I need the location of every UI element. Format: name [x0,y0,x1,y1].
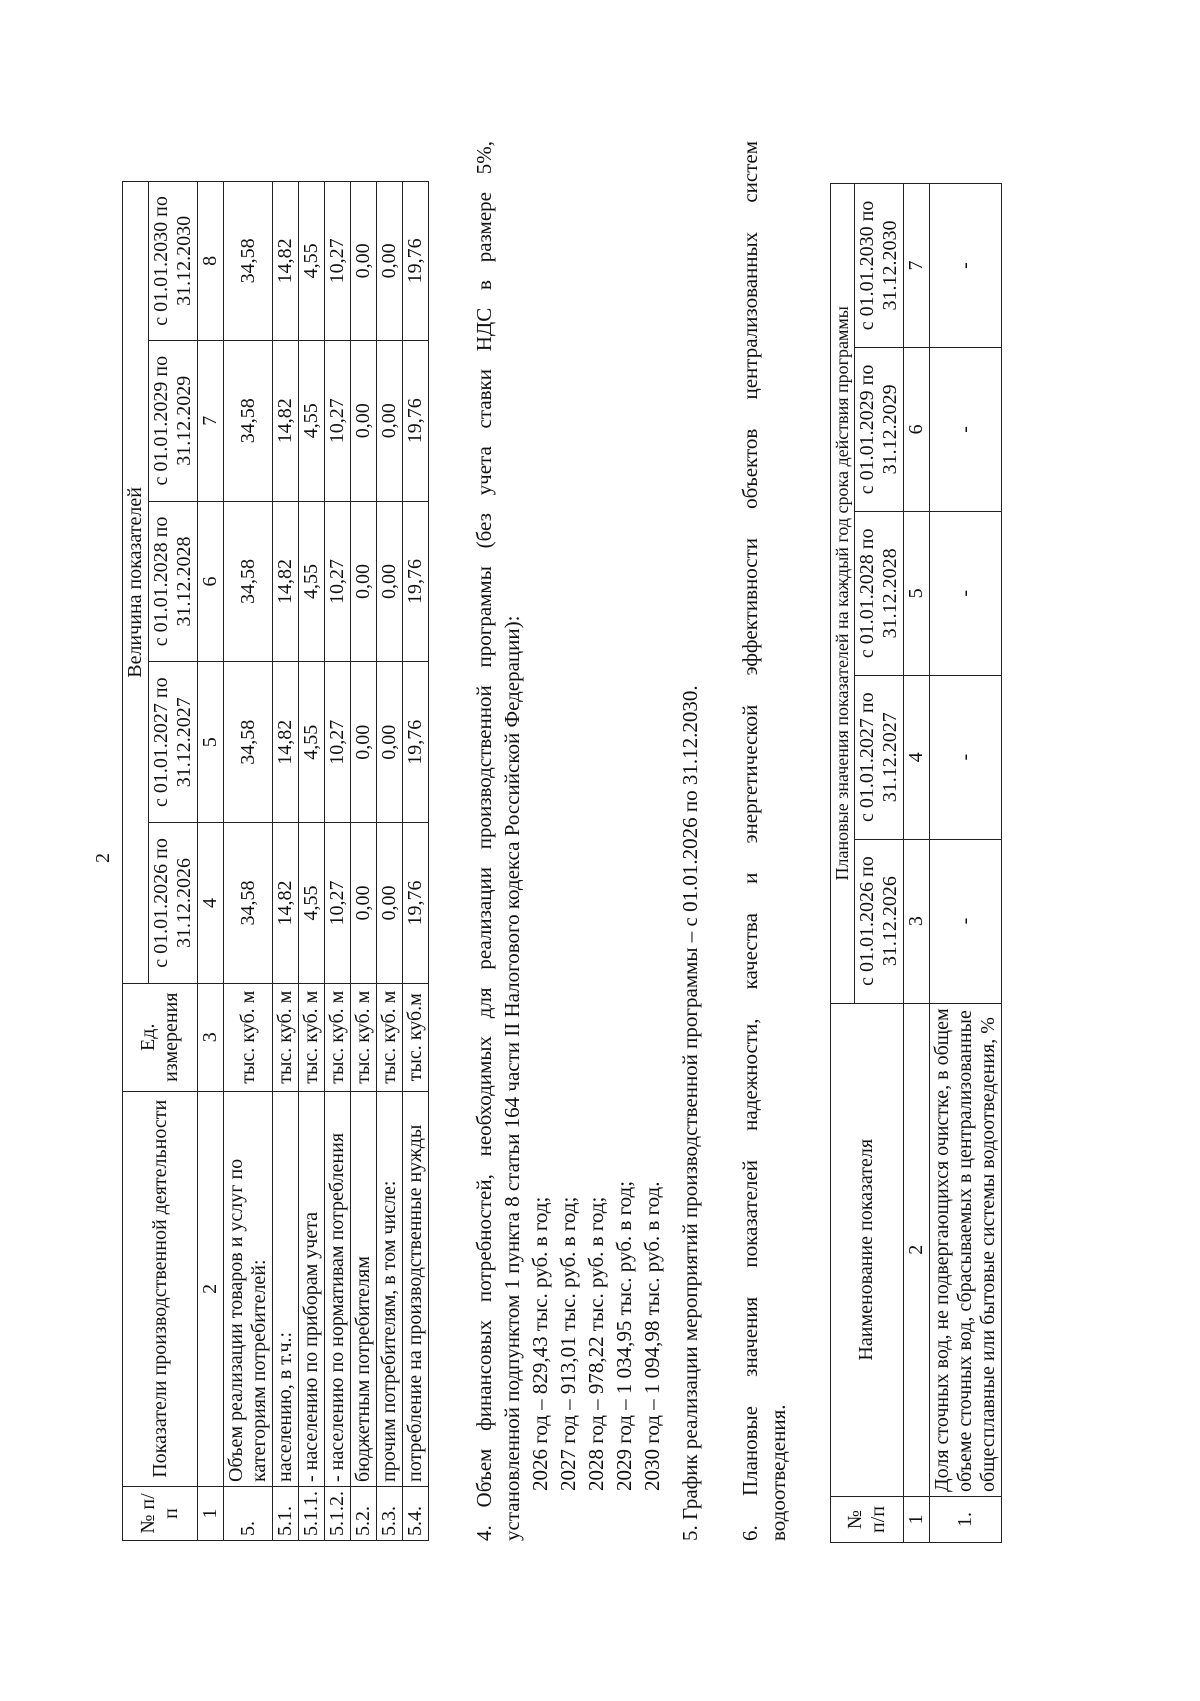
reliability-indicators-table [830,183,1002,1543]
col-number: 2 [903,1003,929,1497]
col-number: 2 [198,1091,224,1486]
col-number: 5 [903,511,929,675]
header-unit: Ед. измерения [123,983,198,1091]
row-name: прочим потребителям, в том числе: [377,1091,403,1486]
col-number: 3 [198,983,224,1091]
row-value: - [929,839,1001,1003]
column-numbers-row [198,182,224,1541]
row-value: 0,00 [351,662,377,823]
section-4 [470,141,666,1541]
header-period: с 01.01.2027 по 31.12.2027 [149,662,198,823]
header-period: с 01.01.2030 по 31.12.2030 [149,182,198,341]
year-amount: 2026 год – 829,43 тыс. руб. в год; [528,1196,552,1491]
row-unit: тыс. куб. м [299,983,325,1091]
row-value: 0,00 [351,182,377,341]
row-unit: тыс. куб. м [224,983,273,1091]
row-value: 0,00 [351,823,377,984]
table-row [325,182,351,1541]
year-amount: 2030 год – 1 094,98 тыс. руб. в год. [640,1181,664,1491]
header-values-group: Плановые значения показателей на каждый год срока действия программы [831,184,855,1004]
row-num: 5.2. [351,1487,377,1541]
header-period: с 01.01.2026 по 31.12.2026 [854,839,903,1003]
header-values-group: Величина показателей [123,182,149,984]
row-value: 34,58 [224,182,273,341]
section-4-line: установленной подпунктом 1 пункта 8 статьи 164 части II Налогового кодекса Российской Федерации): [500,615,524,1541]
document-page [0,1,1200,1701]
row-name: Объем реализации товаров и услуг по категориям потребителей: [224,1091,273,1486]
col-number: 4 [903,675,929,839]
col-number: 7 [903,184,929,348]
header-num: № п/п [831,1497,904,1543]
year-amount: 2028 год – 978,22 тыс. руб. в год; [584,1196,608,1491]
column-numbers-row [903,184,929,1543]
row-value: 0,00 [377,501,403,662]
row-value: 10,27 [325,501,351,662]
col-number: 6 [198,501,224,662]
header-period: с 01.01.2029 по 31.12.2029 [149,340,198,501]
row-value: 10,27 [325,662,351,823]
table-row [403,182,429,1541]
header-period: с 01.01.2027 по 31.12.2027 [854,675,903,839]
row-unit: тыс. куб.м [403,983,429,1091]
header-name: Наименование показателя [831,1003,904,1497]
table-row [273,182,299,1541]
row-value: 34,58 [224,823,273,984]
production-indicators-table [122,181,429,1541]
row-value: 14,82 [273,662,299,823]
col-number: 4 [198,823,224,984]
row-name: бюджетным потребителям [351,1091,377,1486]
table-row [299,182,325,1541]
row-name: потребление на производственные нужды [403,1091,429,1486]
row-value: 0,00 [351,340,377,501]
header-num: № п/п [123,1487,198,1541]
header-period: с 01.01.2026 по 31.12.2026 [149,823,198,984]
row-num: 5.3. [377,1487,403,1541]
section-4-years [526,141,666,1491]
table-row [929,184,1001,1543]
header-period: с 01.01.2029 по 31.12.2029 [854,347,903,511]
row-value: 19,76 [403,340,429,501]
row-value: 19,76 [403,182,429,341]
row-num: 5.1. [273,1487,299,1541]
col-number: 3 [903,839,929,1003]
section-6 [736,141,792,1541]
row-num: 1. [929,1497,1001,1543]
header-name: Показатели производственной деятельности [123,1091,198,1486]
header-period: с 01.01.2028 по 31.12.2028 [149,501,198,662]
year-amount: 2029 год – 1 034,95 тыс. руб. в год; [612,1180,636,1491]
row-value: 4,55 [299,340,325,501]
section-4-line: 4. Объем финансовых потребностей, необходимых для реализации производственной программы (без учета ставки НДС в размере 5%, [472,141,496,1541]
header-period: с 01.01.2030 по 31.12.2030 [854,184,903,348]
row-name: - населению по приборам учета [299,1091,325,1486]
col-number: 1 [903,1497,929,1543]
row-value: 4,55 [299,823,325,984]
row-value: 4,55 [299,182,325,341]
row-value: 14,82 [273,823,299,984]
row-unit: тыс. куб. м [273,983,299,1091]
row-value: 10,27 [325,823,351,984]
col-number: 5 [198,662,224,823]
row-value: 0,00 [377,182,403,341]
col-number: 7 [198,340,224,501]
table-row [224,182,273,1541]
row-value: 10,27 [325,340,351,501]
row-value: - [929,675,1001,839]
row-num: 5. [224,1487,273,1541]
row-name: Доля сточных вод, не подвергающихся очистке, в общем объеме сточных вод, сбрасываемых в централизованные общесплавные или бытовые системы водоотведения, % [929,1003,1001,1497]
row-value: 14,82 [273,182,299,341]
row-value: - [929,511,1001,675]
row-unit: тыс. куб. м [377,983,403,1091]
row-value: 4,55 [299,501,325,662]
row-value: 19,76 [403,823,429,984]
row-value: 19,76 [403,662,429,823]
row-value: 34,58 [224,501,273,662]
col-number: 6 [903,347,929,511]
row-value: 0,00 [351,501,377,662]
row-value: 0,00 [377,340,403,501]
col-number: 1 [198,1487,224,1541]
section-5-text: 5. График реализации мероприятий производственной программы – с 01.01.2026 по 31.12.2030. [678,685,702,1541]
section-6-line: 6. Плановые значения показателей надежности, качества и энергетической эффективности объектов централизованных систем [738,141,762,1541]
year-amount: 2027 год – 913,01 тыс. руб. в год; [556,1196,580,1491]
row-num: 5.1.2. [325,1487,351,1541]
row-value: - [929,347,1001,511]
header-period: с 01.01.2028 по 31.12.2028 [854,511,903,675]
table-row [377,182,403,1541]
row-value: 19,76 [403,501,429,662]
row-value: 34,58 [224,662,273,823]
page-number: 2 [92,853,114,863]
row-name: - населению по нормативам потребления [325,1091,351,1486]
row-unit: тыс. куб. м [325,983,351,1091]
row-num: 5.1.1. [299,1487,325,1541]
row-value: 14,82 [273,501,299,662]
col-number: 8 [198,182,224,341]
row-value: 0,00 [377,823,403,984]
row-value: 4,55 [299,662,325,823]
table-row [351,182,377,1541]
section-5 [676,141,704,1541]
row-unit: тыс. куб. м [351,983,377,1091]
row-value: 0,00 [377,662,403,823]
row-value: - [929,184,1001,348]
row-name: населению, в т.ч.: [273,1091,299,1486]
row-value: 34,58 [224,340,273,501]
row-value: 10,27 [325,182,351,341]
section-6-line: водоотведения. [766,1404,790,1541]
row-value: 14,82 [273,340,299,501]
row-num: 5.4. [403,1487,429,1541]
